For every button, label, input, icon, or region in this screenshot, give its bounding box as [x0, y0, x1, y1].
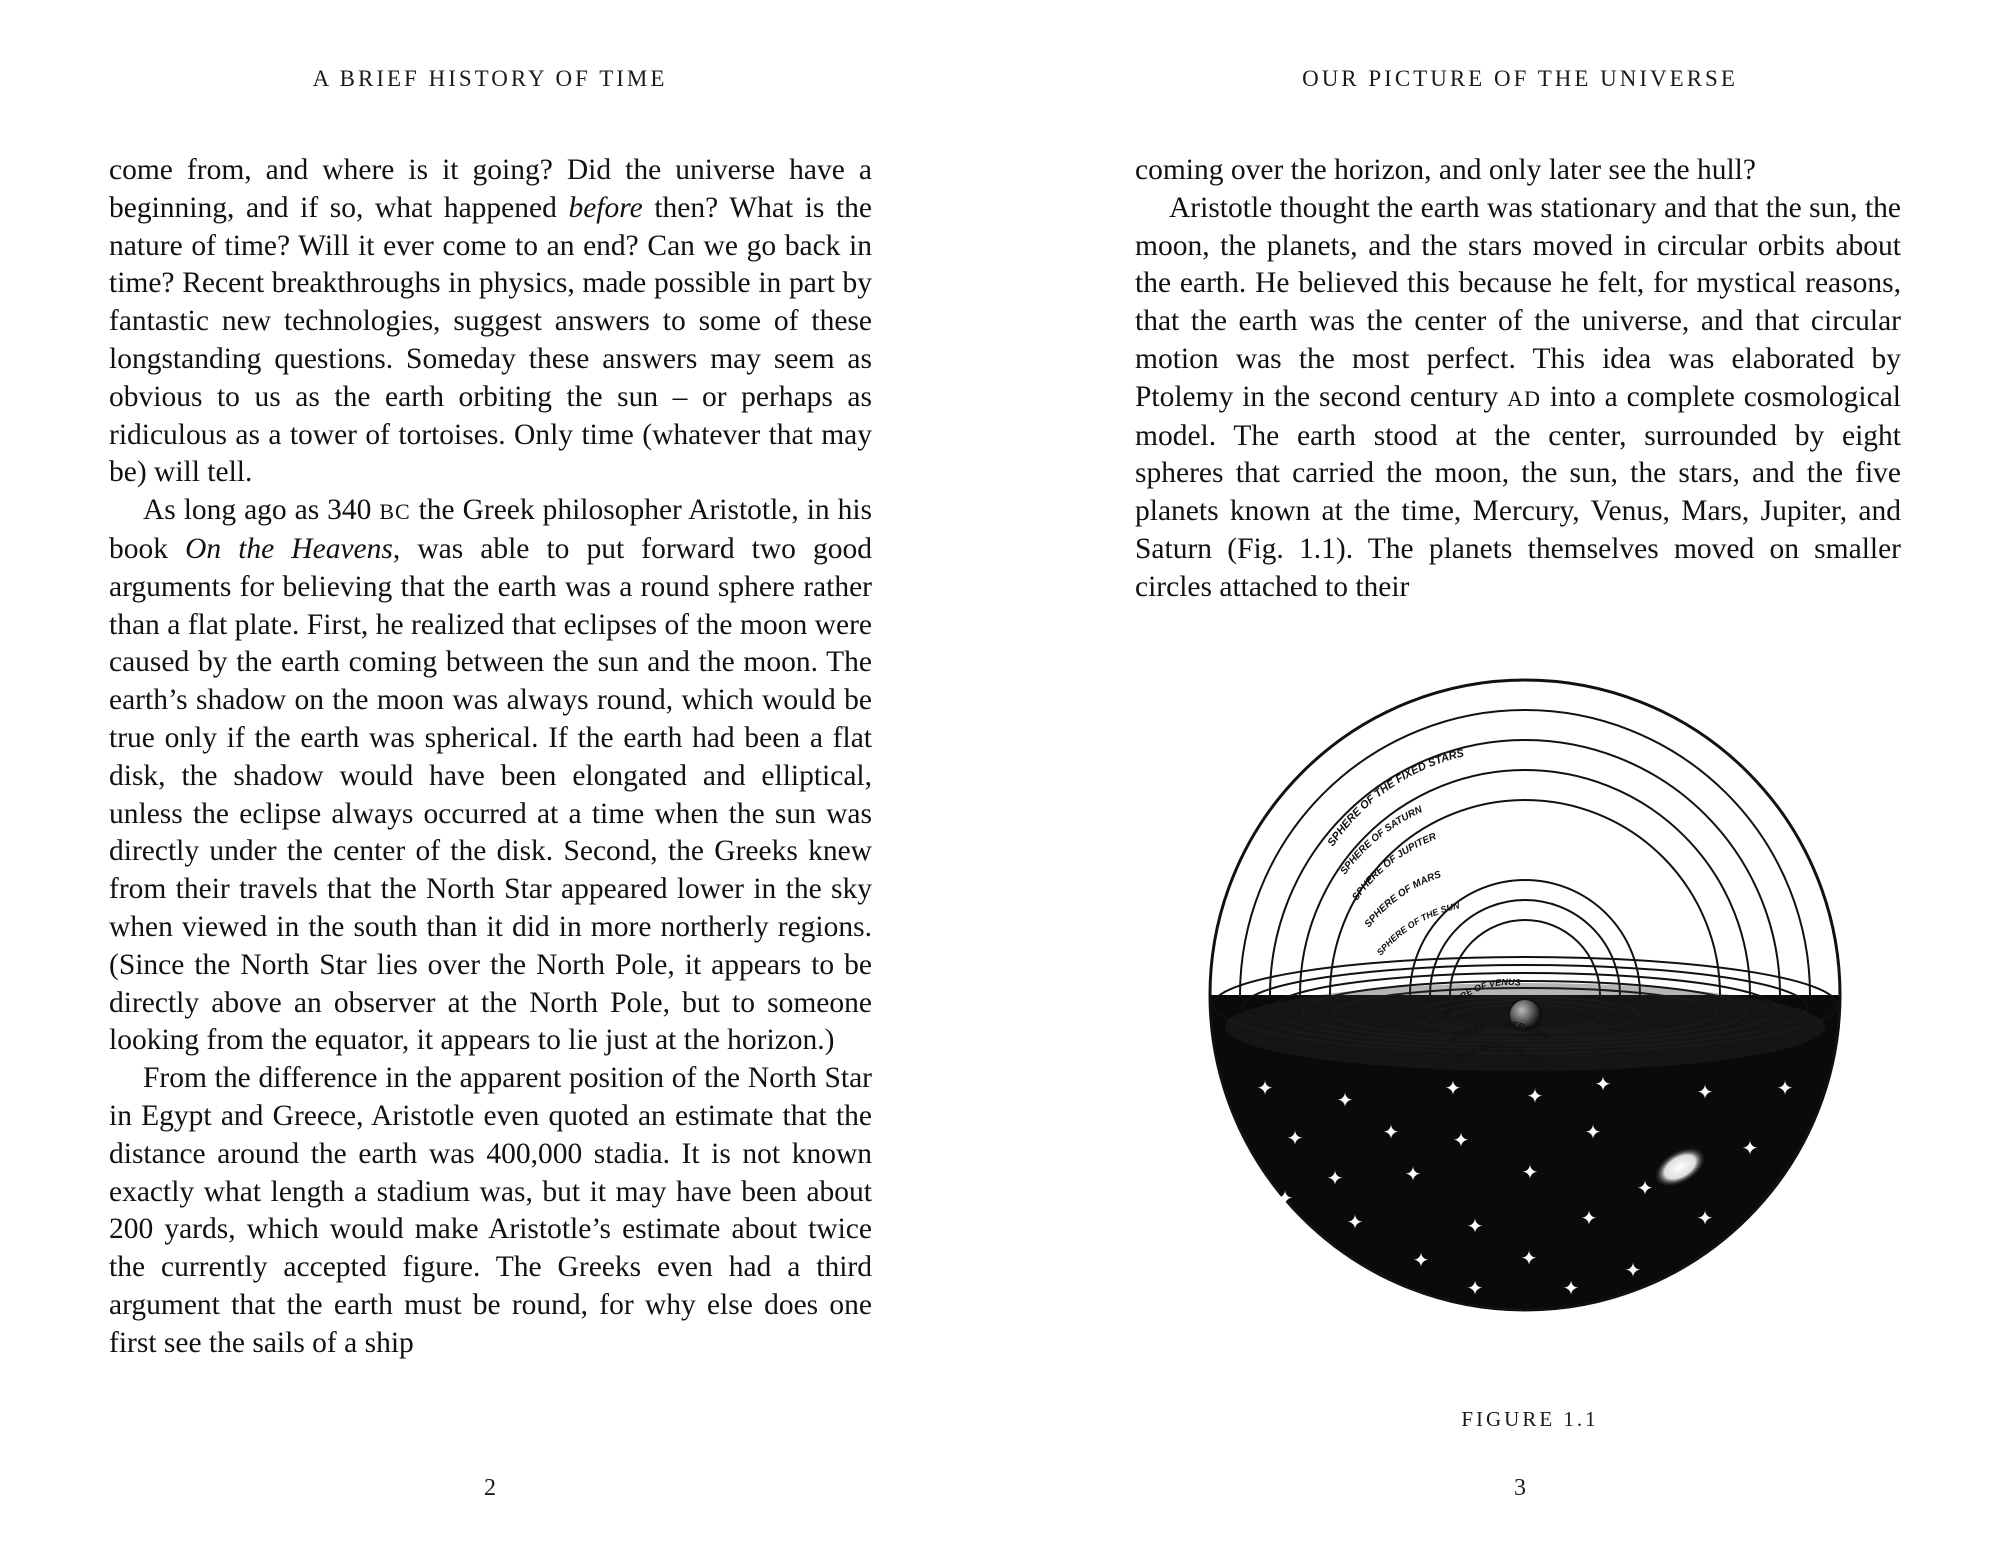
svg-text:✦: ✦ — [1776, 1076, 1794, 1100]
svg-text:✦: ✦ — [1580, 1206, 1598, 1230]
paragraph: As long ago as 340 BC the Greek philosopher Aristotle, in his book On the Heavens, was able to put forward two good arguments for believing that the earth was a round sphere rather than a flat plate. First, he realized that eclipses of the moon were caused by the earth coming between the sun and the moon. The earth’s shadow on the moon was always round, which would be true only if the earth was spherical. If the earth had been a flat disk, the shadow would have been elongated and elliptical, unless the eclipse always occurred at a time when the sun was directly under the center of the disk. Second, the Greeks knew from their travels that the North Star appeared lower in the sky when viewed in the south than it did in more northerly regions. (Since the North Star lies over the North Pole, it appears to be directly above an observer at the North Pole, but to someone looking from the equator, it appears to lie just at the horizon.) — [109, 494, 873, 1057]
running-head-right: OUR PICTURE OF THE UNIVERSE — [1302, 66, 1738, 91]
paragraph: From the difference in the apparent position of the North Star in Egypt and Greece, Aristotle even quoted an estimate that the distance around the earth was 400,000 stadia. It is not known exactly what length a stadium was, but it may have been about 200 yards, which would make Aristotle’s estimate about twice the currently accepted figure. The Greeks even had a third argument that the earth must be round, for why else does one first see the sails of a ship — [109, 1062, 872, 1359]
svg-text:✦: ✦ — [1652, 1284, 1670, 1308]
label-moon: SPHERE OF THE MOON — [1454, 1042, 1553, 1076]
svg-text:✦: ✦ — [1276, 1186, 1294, 1210]
right-page-text — [1135, 152, 1901, 607]
svg-text:✦: ✦ — [1696, 1206, 1714, 1230]
paragraph: come from, and where is it going? Did the universe have a beginning, and if so, what happened before then? What is the nature of time? Will it ever come to an end? Can we go back in time? Recent breakthroughs in physics, made possible in part by fantastic new technologies, suggest answers to some of these longstanding questions. Someday these answers may seem as obvious to us as the earth orbiting the sun – or perhaps as ridiculous as a tower of tortoises. Only time (whatever that may be) will tell. — [109, 154, 873, 489]
svg-text:✦: ✦ — [1346, 1210, 1364, 1234]
paragraph: coming over the horizon, and only later see the hull? — [1135, 154, 1756, 186]
label-sun: SPHERE OF THE SUN — [1374, 900, 1461, 958]
svg-text:✦: ✦ — [1520, 1246, 1538, 1270]
svg-text:✦: ✦ — [1382, 1120, 1400, 1144]
svg-text:✦: ✦ — [1256, 1076, 1274, 1100]
svg-text:✦: ✦ — [1286, 1126, 1304, 1150]
figure-caption: FIGURE 1.1 — [1461, 1407, 1599, 1431]
left-page-text — [109, 152, 872, 1363]
svg-text:✦: ✦ — [1624, 1258, 1642, 1282]
svg-text:✦: ✦ — [1594, 1072, 1612, 1096]
svg-text:✦: ✦ — [1326, 1166, 1344, 1190]
label-mars: SPHERE OF MARS — [1362, 869, 1443, 930]
svg-text:✦: ✦ — [1794, 1156, 1812, 1180]
svg-text:✦: ✦ — [1584, 1120, 1602, 1144]
label-venus: SPHERE OF VENUS — [1438, 976, 1522, 1019]
svg-text:✦: ✦ — [1404, 1162, 1422, 1186]
label-fixed-stars: SPHERE OF THE FIXED STARS — [1325, 747, 1466, 849]
svg-text:✦: ✦ — [1562, 1276, 1580, 1300]
svg-text:✦: ✦ — [1526, 1084, 1544, 1108]
celestial-spheres-illustration — [1185, 655, 1865, 1335]
page-number-left: 2 — [484, 1475, 496, 1501]
svg-text:✦: ✦ — [1696, 1080, 1714, 1104]
figure-ptolemaic-model — [1185, 655, 1865, 1335]
label-mercury: SPHERE OF MERCURY — [1448, 1018, 1551, 1046]
svg-text:✦: ✦ — [1336, 1088, 1354, 1112]
page-number-right: 3 — [1514, 1475, 1526, 1501]
svg-text:✦: ✦ — [1466, 1214, 1484, 1238]
svg-text:✦: ✦ — [1452, 1128, 1470, 1152]
svg-text:✦: ✦ — [1741, 1136, 1759, 1160]
svg-text:✦: ✦ — [1444, 1076, 1462, 1100]
sphere-arcs — [1210, 680, 1840, 995]
svg-text:✦: ✦ — [1521, 1160, 1539, 1184]
svg-text:✦: ✦ — [1736, 1236, 1754, 1260]
label-saturn: SPHERE OF SATURN — [1338, 804, 1425, 877]
paragraph: Aristotle thought the earth was stationary and that the sun, the moon, the planets, and the stars moved in circular orbits about the earth. He believed this because he felt, for mystical reasons, that the earth was the center of the universe, and that circular motion was the most perfect. This idea was elaborated by Ptolemy in the second century AD into a complete cosmological model. The earth stood at the center, surrounded by eight spheres that carried the moon, the sun, the stars, and the five planets known at the time, Mercury, Venus, Mars, Jupiter, and Saturn (Fig. 1.1). The planets themselves moved on smaller circles attached to their — [1135, 191, 1901, 603]
svg-text:✦: ✦ — [1636, 1176, 1654, 1200]
running-head-left: A BRIEF HISTORY OF TIME — [312, 66, 668, 91]
label-jupiter: SPHERE OF JUPITER — [1350, 831, 1439, 903]
svg-text:✦: ✦ — [1412, 1248, 1430, 1272]
svg-text:✦: ✦ — [1466, 1276, 1484, 1300]
